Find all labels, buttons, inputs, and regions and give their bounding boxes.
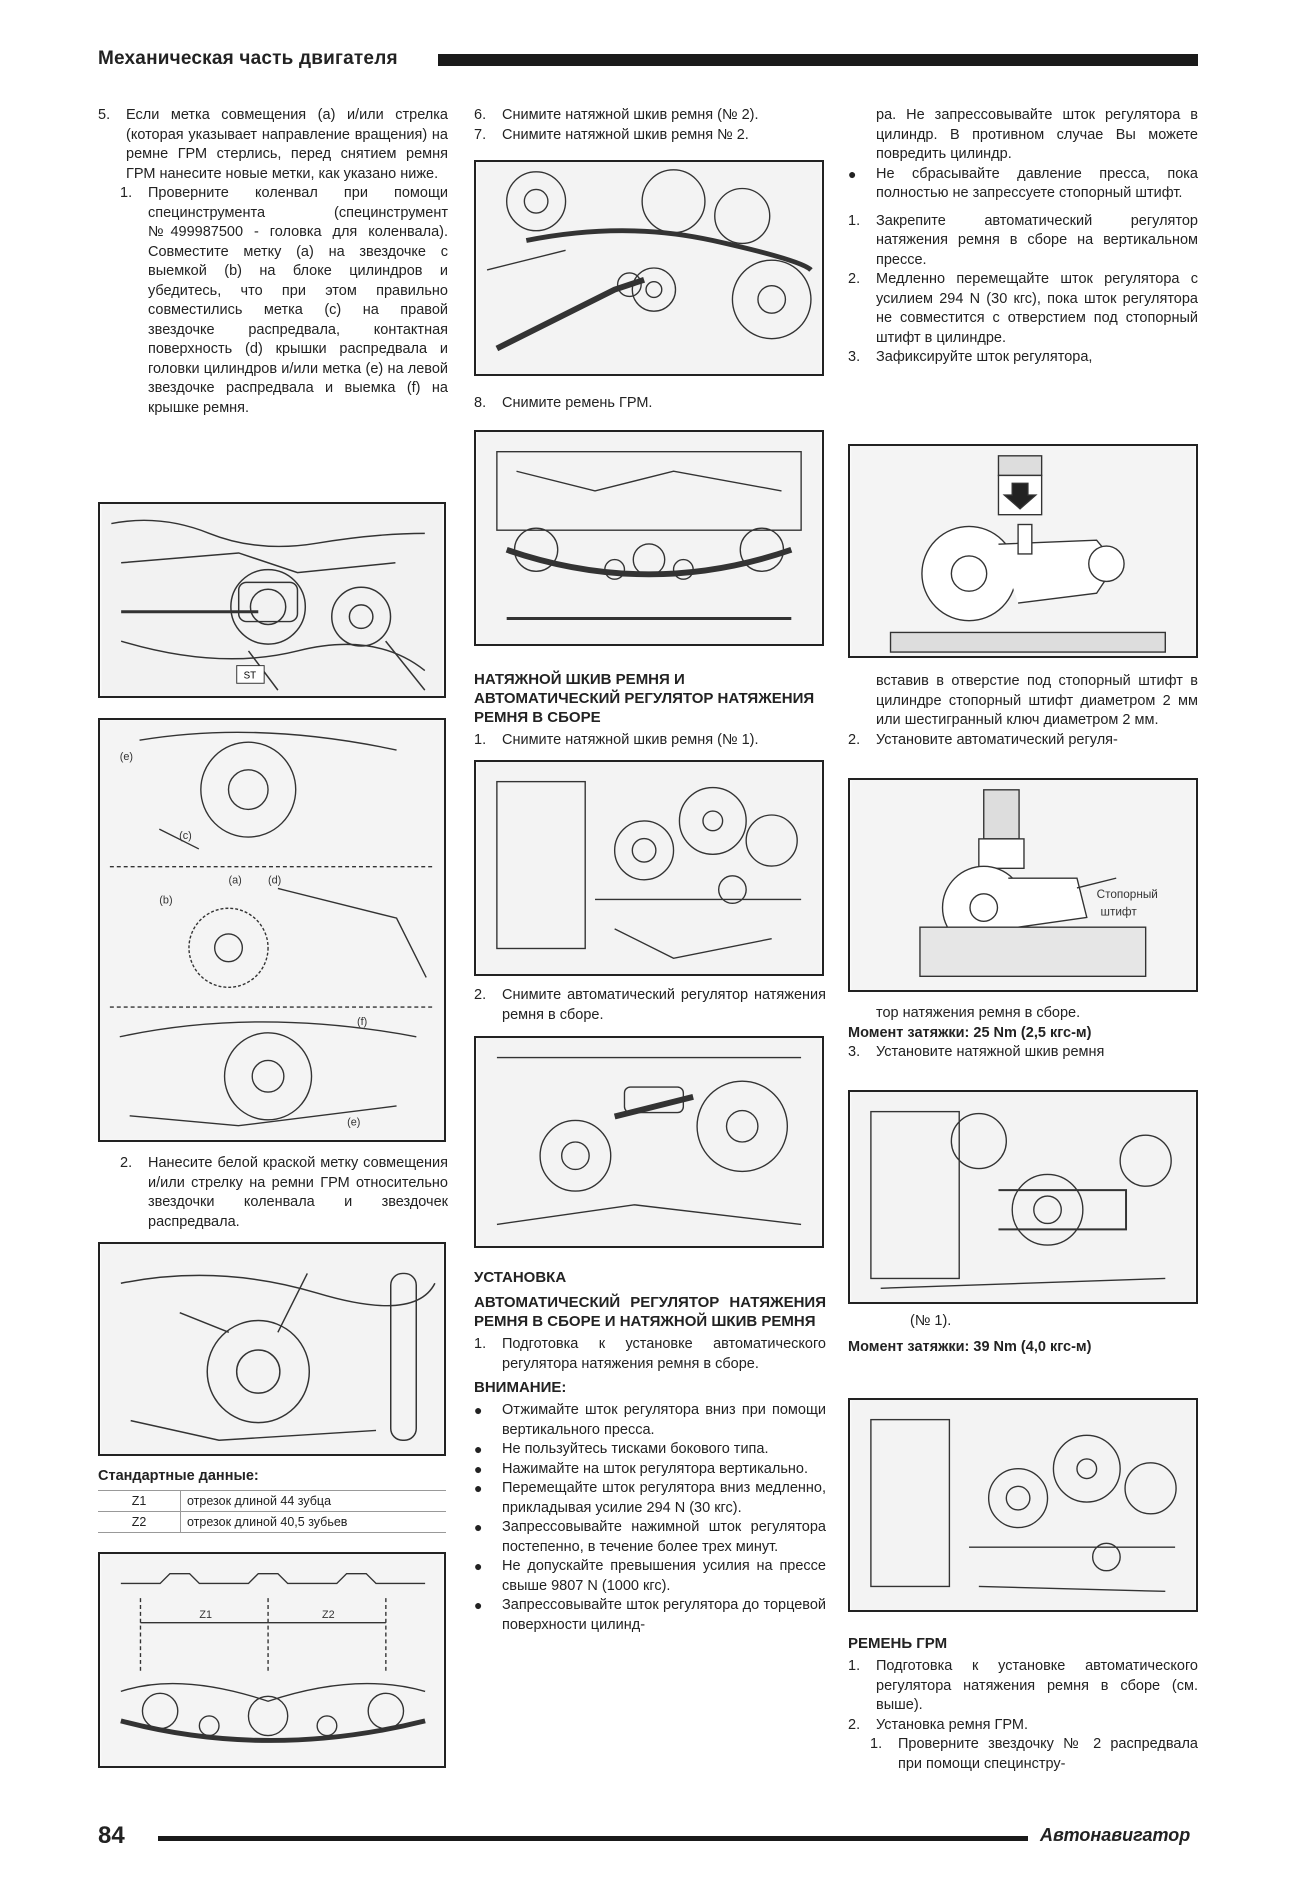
torque-spec-1: Момент затяжки: 25 Nm (2,5 кгс-м) [848,1024,1092,1041]
press-step-3: 3. Зафиксируйте шток регулятора, [848,349,1093,365]
remove-step-2-block [474,986,826,1025]
press-step-3-continued: вставив в отверстие под стопорный штифт в цилиндре стопорный штифт диаметром 2 мм или шестигранный ключ диаметром 2 мм. [876,673,1198,728]
list-item: ● Запрессовывайте шток регулятора до торцевой поверхности цилинд- [474,1597,826,1633]
substep-1: 1. Проверните коленвал при помощи специнструмента (специнструмент №499987500 - головка для коленвала). Совместите метку (a) на звездочке с выемкой (b) на блоке цилиндров и убедитесь, что при этом правильно совместились метка (c) на правой звездочке распредвала, контактная поверхность (d) крышки распредвала и головки цилиндров и/или метка (e) на левой звездочке распредвала и выемка (f) на крышке ремня. [120,185,448,416]
figure-crankshaft-tool [98,502,446,698]
section-heading-install: УСТАНОВКА [474,1269,567,1286]
svg-text:(b): (b) [159,894,173,907]
column-1-lower [98,1154,448,1232]
step-6: 6. Снимите натяжной шкив ремня (№ 2). [474,107,759,123]
svg-text:ST: ST [243,670,257,682]
svg-text:Z1: Z1 [199,1608,212,1621]
attention-label: ВНИМАНИЕ: [474,1379,567,1396]
list-item: ● Запрессовывайте нажимной шток регулятора постепенно, в течение более трех минут. [474,1519,826,1555]
remove-step-1: 1. Снимите натяжной шкив ремня (№ 1). [474,732,759,748]
torque-spec-2: Момент затяжки: 39 Nm (4,0 кгс-м) [848,1338,1092,1355]
install-step-3: 3. Установите натяжной шкив ремня [848,1044,1105,1060]
list-item: ● Не пользуйтесь тисками бокового типа. [474,1441,769,1457]
page-header-title: Механическая часть двигателя [98,48,398,69]
remove-step-2: 2. Снимите автоматический регулятор натяжения ремня в сборе. [474,987,826,1023]
step-8-block [474,394,826,414]
svg-text:(e): (e) [119,750,134,763]
list-item: ● Отжимайте шток регулятора вниз при помощи вертикального пресса. [474,1402,826,1438]
install-step-1: 1. Подготовка к установке автоматического регулятора натяжения ремня в сборе. [474,1336,826,1372]
column-3-belt-section [848,1628,1198,1774]
section-heading-autotensioner: АВТОМАТИЧЕСКИЙ РЕГУЛЯТОР НАТЯЖЕНИЯ РЕМНЯ В СБОРЕ И НАТЯЖНОЙ ШКИВ РЕМНЯ [474,1294,826,1330]
svg-text:Z2: Z2 [322,1608,335,1621]
belt-substep-1: 1. Проверните звездочку № 2 распредвала при помощи специнстру- [870,1736,1198,1772]
press-step-1: 1. Закрепите автоматический регулятор натяжения ремня в сборе на вертикальном прессе. [848,212,1198,268]
list-item: ● Не допускайте превышения усилия на прессе свыше 9807 N (1000 кгс). [474,1558,826,1594]
figure-belt-segments [98,1552,446,1768]
svg-text:(a): (a) [228,874,242,887]
table-row: Z2 отрезок длиной 40,5 зубьев [98,1512,446,1533]
svg-text:Стопорный: Стопорный [1096,887,1158,901]
list-item: ● Перемещайте шток регулятора вниз медленно, прикладывая усилие 294 N (30 кгс). [474,1480,826,1516]
svg-text:(d): (d) [268,874,282,887]
std-data-table [98,1490,446,1533]
substep-2: 2. Нанесите белой краской метку совмещения и/или стрелку на ремни ГРМ относительно звездочки коленвала и звездочек распредвала. [120,1155,448,1230]
column-2-section-1 [474,664,826,751]
column-2-install [474,1262,826,1635]
figure-install-pulley-1 [848,1090,1198,1304]
install-step-2: 2. Установите автоматический регуля- [848,731,1118,748]
continued-text: ра. Не запрессовывайте шток регулятора в цилиндр. В противном случае Вы можете повредить цилиндр. [876,107,1198,162]
header-rule [438,54,1198,66]
step-7: 7. Снимите натяжной шкив ремня № 2. [474,126,749,143]
figure-remove-pulley-1 [474,760,824,976]
table-row: Z1 отрезок длиной 44 зубца [98,1491,446,1512]
figure-paint-mark [98,1242,446,1456]
list-item: ● Нажимайте на шток регулятора вертикально. [474,1460,808,1477]
svg-text:(f): (f) [357,1015,368,1028]
section-heading-timing-belt: РЕМЕНЬ ГРМ [848,1635,948,1652]
publisher-brand: Автонавигатор [1040,1825,1191,1845]
column-3-top [848,106,1198,368]
figure-timing-marks [98,718,446,1142]
column-3-mid [848,672,1198,750]
figure-remove-belt [474,430,824,646]
column-1 [98,106,448,418]
column-3-pulley-text [848,1312,1198,1357]
belt-step-2: 2. Установка ремня ГРМ. [848,1716,1029,1733]
svg-text:(c): (c) [179,830,192,843]
std-data-title: Стандартные данные: [98,1468,259,1484]
svg-text:(e): (e) [347,1116,361,1129]
page-number: 84 [98,1822,125,1849]
step-5: 5. Если метка совмещения (a) и/или стрелка (которая указывает направление вращения) на ремне ГРМ стерлись, перед снятием ремня ГРМ нанесите новые метки, как указано ниже. [98,107,448,182]
section-heading-tensioner: НАТЯЖНОЙ ШКИВ РЕМНЯ И АВТОМАТИЧЕСКИЙ РЕГУЛЯТОР НАТЯЖЕНИЯ РЕМНЯ В СБОРЕ [474,671,815,726]
figure-remove-autotensioner [474,1036,824,1248]
figure-timing-belt-area [848,1398,1198,1612]
install-step-3-continued: (№ 1). [910,1313,952,1329]
svg-text:штифт: штифт [1100,905,1137,919]
belt-step-1: 1. Подготовка к установке автоматического регулятора натяжения ремня в сборе (см. выше). [848,1658,1198,1713]
install-step-2-continued: тор натяжения ремня в сборе. [876,1005,1081,1021]
list-item: ● Не сбрасывайте давление пресса, пока полностью не запрессуете стопорный штифт. [848,165,1198,201]
figure-remove-pulley-2 [474,160,824,376]
figure-stopper-pin [848,778,1198,992]
footer-rule [158,1836,1028,1841]
figure-vertical-press [848,444,1198,658]
step-8: 8. Снимите ремень ГРМ. [474,395,653,411]
column-3-lower [848,1004,1198,1063]
column-2-top [474,106,826,145]
press-step-2: 2. Медленно перемещайте шток регулятора с усилием 294 N (30 кгс), пока шток регулятора не совместится с отверстием под стопорный штифт в цилиндре. [848,271,1198,346]
